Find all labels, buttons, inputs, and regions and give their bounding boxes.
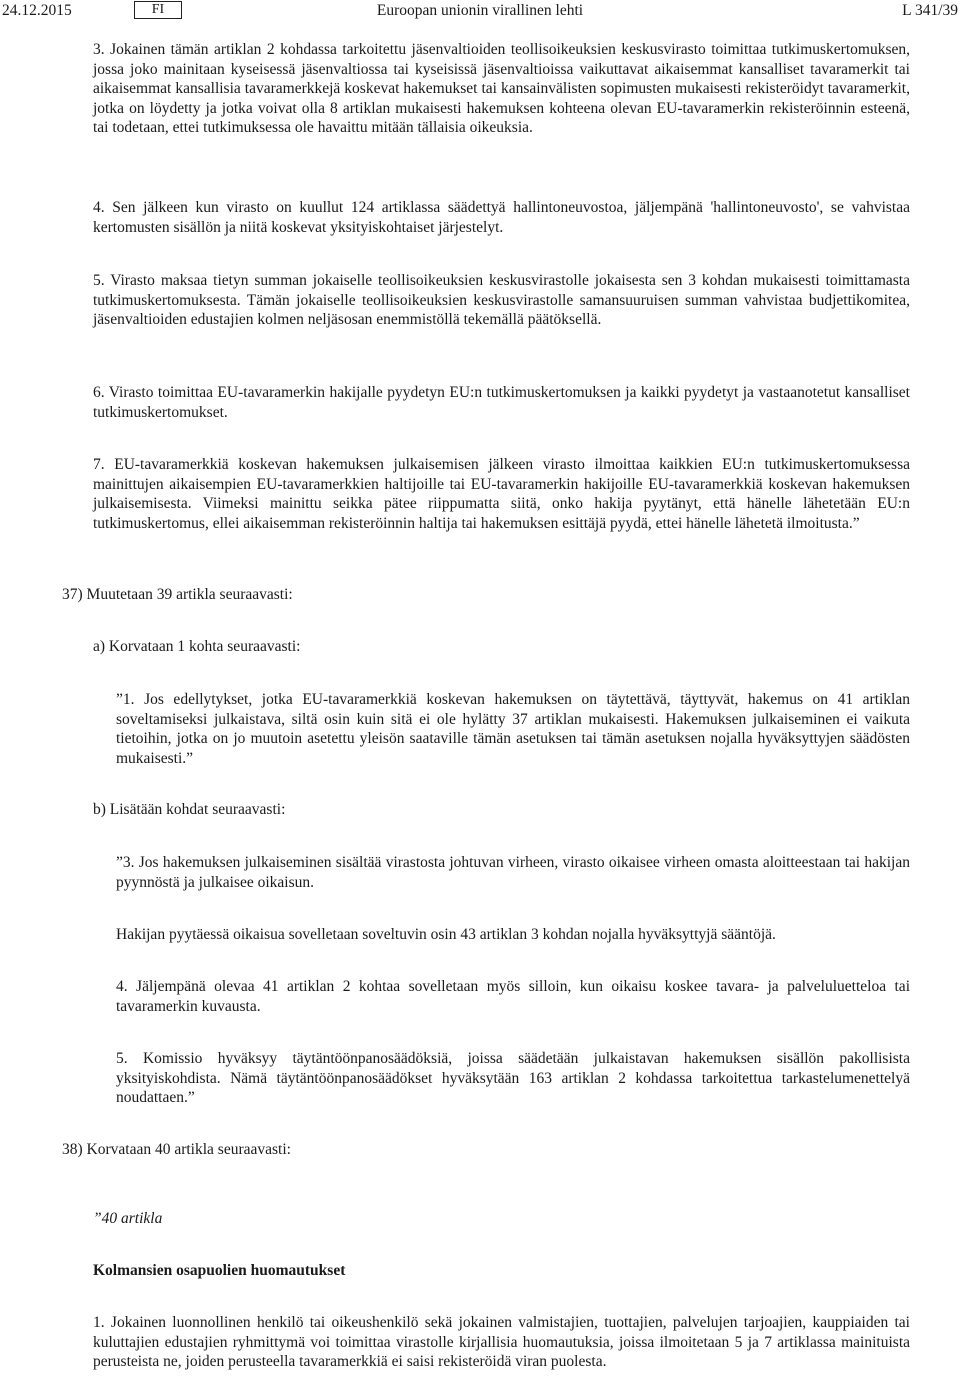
page-reference: L 341/39 — [902, 2, 958, 19]
paragraph-4: 4. Sen jälkeen kun virasto on kuullut 124 artiklassa säädettyä hallintoneuvostoa, jäljempänä 'hallintoneuvosto', se vahvistaa kertomusten sisällön ja niitä koskevat yksityiskohtaiset järjestelyt. — [93, 199, 910, 236]
paragraph-3: 3. Jokainen tämän artiklan 2 kohdassa tarkoitettu jäsenvaltioiden teollisoikeuksien keskusvirasto toimittaa tutkimuskertomuksen, jossa joko mainitaan kyseisessä jäsenvaltiossa tai kyseisissä jäsenvaltioissa vaikuttavat aikaisemmat kansalliset tavaramerkit tai aikaisemmat kansallisia tavaramerkkejä koskevat hakemukset tai kansainvälisten sopimusten mukaisesti rekisteröidyt tavaramerkit, jotka on löydetty ja jotka voivat olla 8 artiklan mukaisesti hakemuksen kohteena olevan EU-tavaramerkin rekisteröinnin esteenä, tai todetaan, ettei tutkimuksessa ole havaittu mitään tällaisia oikeuksia. — [93, 41, 910, 137]
amendment-37a: a) Korvataan 1 kohta seuraavasti: — [93, 638, 301, 655]
quoted-paragraph-5: 5. Komissio hyväksyy täytäntöönpanosäädöksiä, joissa säädetään julkaistavan hakemuksen sisällön pakollisista yksityiskohdista. Nämä täytäntöönpanosäädökset hyväksytään 163 artiklan 2 kohdassa tarkoitettua tarkastelumenettelyä noudattaen.” — [116, 1050, 910, 1107]
quoted-paragraph-1: ”1. Jos edellytykset, jotka EU-tavaramerkkiä koskevan hakemuksen on täytettävä, täyttyvät, hakemus on 41 artiklan soveltamiseksi julkaistava, siltä osin kuin sitä ei ole hylätty 37 artiklan mukaisesti. Hakemuksen julkaiseminen ei vaikuta tietoihin, jotka on jo muutoin asetettu yleisön saataville tämän asetuksen tai tämän asetuksen nojalla hyväksyttyjen säädösten mukaisesti.” — [116, 691, 910, 767]
page-header — [0, 0, 960, 22]
article-40-title: ”40 artikla — [93, 1210, 163, 1227]
amendment-37: 37) Muutetaan 39 artikla seuraavasti: — [62, 586, 293, 603]
language-code-box: FI — [134, 1, 182, 19]
paragraph-7: 7. EU-tavaramerkkiä koskevan hakemuksen julkaisemisen jälkeen virasto ilmoittaa kaikkien EU:n tutkimuskertomuksessa mainittujen aikaisempien EU-tavaramerkkien haltijoille tai EU-tavaramerkin hakijoille EU-tavaramerkkiä koskevan hakemuksen julkaisemisesta. Viimeksi mainittu seikka pätee riippumatta siitä, onko hakija pyytänyt, että hänelle lähetetään EU:n tutkimuskertomus, ellei aikaisemman rekisteröinnin haltija tai hakemuksen esittäjä pyydä, ettei hänelle lähetetä ilmoitusta.” — [93, 456, 910, 532]
quoted-paragraph-3: ”3. Jos hakemuksen julkaiseminen sisältää virastosta johtuvan virheen, virasto oikaisee virheen omasta aloitteestaan tai hakijan pyynnöstä ja julkaisee oikaisun. — [116, 854, 910, 891]
paragraph-5: 5. Virasto maksaa tietyn summan jokaiselle teollisoikeuksien keskusvirastolle jokaisesta sen 3 kohdan mukaisesti toimittamasta tutkimuskertomuksesta. Tämän jokaiselle teollisoikeuksien keskusvirastolle samansuuruisen summan vahvistaa budjettikomitea, jäsenvaltioiden edustajien kolmen neljäsosan enemmistöllä tekemällä päätöksellä. — [93, 272, 910, 329]
quoted-paragraph-3-sub: Hakijan pyytäessä oikaisua sovelletaan soveltuvin osin 43 artiklan 3 kohdan nojalla hyväksyttyjä sääntöjä. — [116, 926, 776, 943]
quoted-paragraph-4: 4. Jäljempänä olevaa 41 artiklan 2 kohtaa sovelletaan myös silloin, kun oikaisu koskee tavara- ja palveluluetteloa tai tavaramerkin kuvausta. — [116, 978, 910, 1015]
paragraph-6: 6. Virasto toimittaa EU-tavaramerkin hakijalle pyydetyn EU:n tutkimuskertomuksen ja kaikki pyydetyt ja vastaanotetut kansalliset tutkimuskertomukset. — [93, 384, 910, 421]
journal-title: Euroopan unionin virallinen lehti — [376, 2, 584, 19]
amendment-38: 38) Korvataan 40 artikla seuraavasti: — [62, 1141, 291, 1158]
article-40-heading: Kolmansien osapuolien huomautukset — [93, 1262, 346, 1279]
publication-date: 24.12.2015 — [2, 2, 72, 19]
amendment-37b: b) Lisätään kohdat seuraavasti: — [93, 801, 286, 818]
article-40-paragraph-1: 1. Jokainen luonnollinen henkilö tai oikeushenkilö sekä jokainen valmistajien, tuottajien, palvelujen tarjoajien, kauppiaiden tai kuluttajien edustajien ryhmittymä voi toimittaa virastolle kirjallisia huomautuksia, joissa ilmoitetaan 5 ja 7 artiklassa mainituista perusteista ne, joiden perusteella tavaramerkkiä ei saisi rekisteröidä viran puolesta. — [93, 1314, 910, 1371]
